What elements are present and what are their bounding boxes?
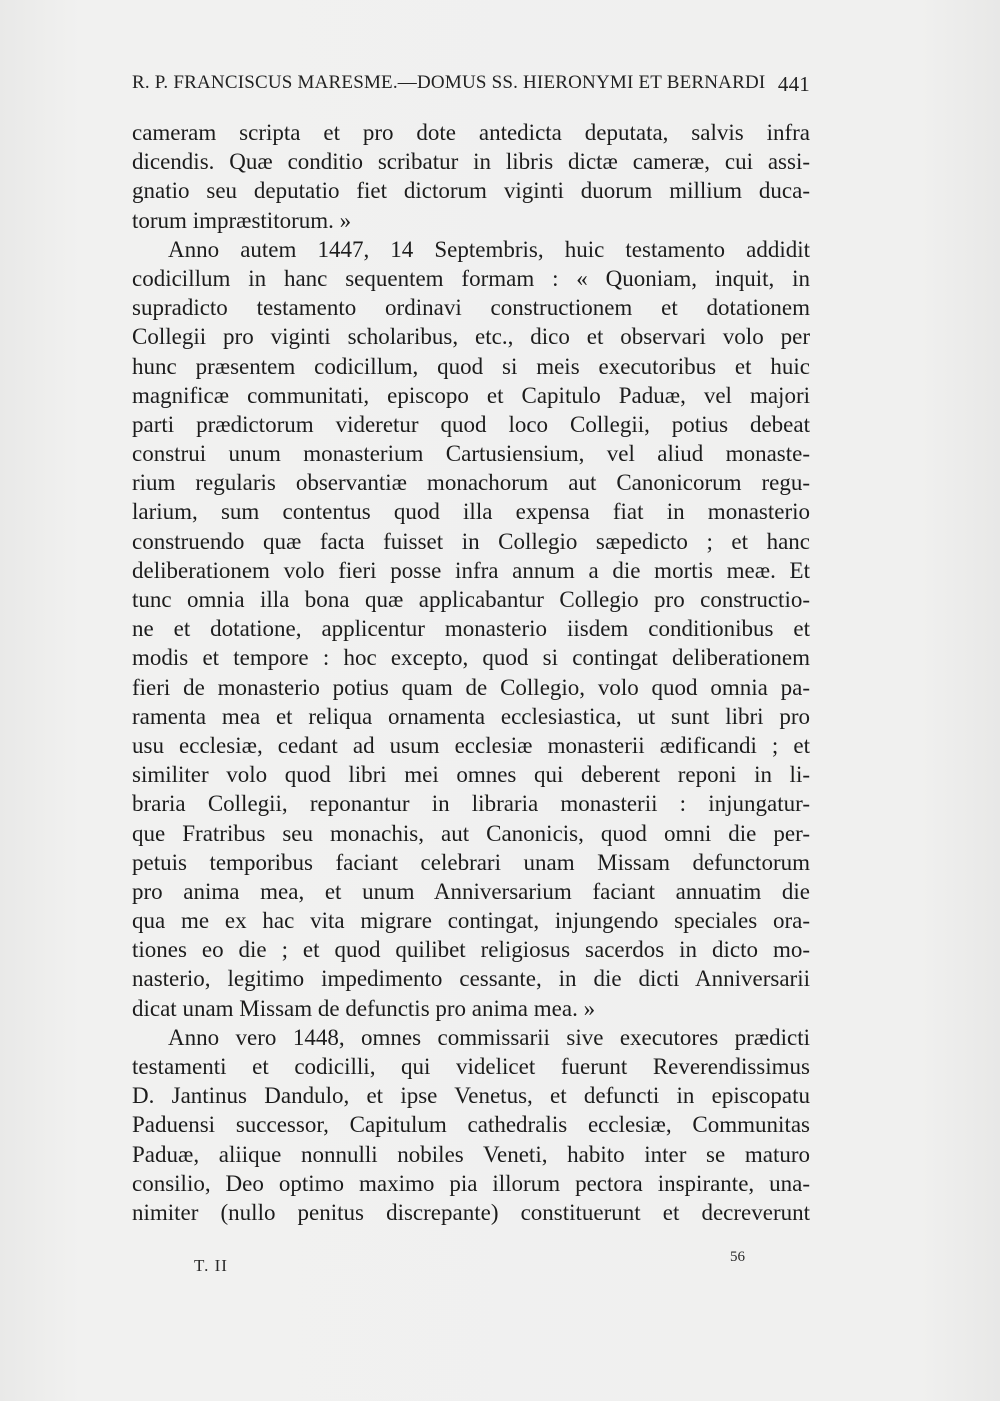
text-line: ramenta mea et reliqua ornamenta ecclesiastica, ut sunt libri pro xyxy=(132,703,810,729)
page-number: 441 xyxy=(777,72,810,96)
text-line: larium, sum contentus quod illa expensa fiat in monasterio xyxy=(132,499,810,525)
text-line: dicat unam Missam de defunctis pro anima mea. » xyxy=(132,995,596,1021)
text-line: cameram scripta et pro dote antedicta deputata, salvis infra xyxy=(132,120,810,145)
text-line: parti prædictorum videretur quod loco Collegii, potius debeat xyxy=(132,411,810,437)
text-line: tunc omnia illa bona quæ applicabantur Collegio pro constructio- xyxy=(132,587,810,612)
text-line: Anno autem 1447, 14 Septembris, huic testamento addidit xyxy=(168,236,810,262)
text-line: construendo quæ facta fuisset in Collegio sæpedicto ; et hanc xyxy=(132,528,810,554)
text-line: qua me ex hac vita migrare contingat, injungendo speciales ora- xyxy=(132,908,810,934)
text-line: torum impræstitorum. » xyxy=(132,207,352,233)
text-line: rium regularis observantiæ monachorum aut Canonicorum regu- xyxy=(132,470,810,496)
running-head xyxy=(132,72,812,94)
text-line: deliberationem volo fieri posse infra annum a die mortis meæ. Et xyxy=(132,557,810,583)
text-line: Paduensi successor, Capitulum cathedralis ecclesiæ, Communitas xyxy=(132,1112,810,1138)
text-line: nasterio, legitimo impedimento cessante, in die dicti Anniversarii xyxy=(132,966,810,992)
text-line: dicendis. Quæ conditio scribatur in libris dictæ cameræ, cui assi- xyxy=(132,149,810,175)
sheet-number: 56 xyxy=(730,1249,745,1265)
text-line: codicillum in hanc sequentem formam : « Quoniam, inquit, in xyxy=(132,265,810,291)
body-text xyxy=(132,118,810,1227)
text-line: que Fratribus seu monachis, aut Canonicis, quod omni die per- xyxy=(132,820,810,846)
text-line: modis et tempore : hoc excepto, quod si contingat deliberationem xyxy=(132,645,810,671)
text-line: similiter volo quod libri mei omnes qui deberent reponi in li- xyxy=(132,762,810,788)
text-line: Anno vero 1448, omnes commissarii sive executores prædicti xyxy=(168,1024,810,1050)
text-line: fieri de monasterio potius quam de Collegio, volo quod omnia pa- xyxy=(132,674,810,700)
text-line: supradicto testamento ordinavi constructionem et dotationem xyxy=(132,295,810,321)
signature-mark: T. II xyxy=(194,1256,228,1275)
text-line: Paduæ, aliique nonnulli nobiles Veneti, habito inter se maturo xyxy=(132,1141,810,1167)
text-line: construi unum monasterium Cartusiensium, vel aliud monaste- xyxy=(132,441,810,467)
text-line: hunc præsentem codicillum, quod si meis executoribus et huic xyxy=(132,353,810,379)
text-line: magnificæ communitati, episcopo et Capitulo Paduæ, vel majori xyxy=(132,382,810,408)
text-line: pro anima mea, et unum Anniversarium faciant annuatim die xyxy=(132,878,810,904)
text-line: Collegii pro viginti scholaribus, etc., dico et observari volo per xyxy=(132,324,810,350)
text-line: petuis temporibus faciant celebrari unam Missam defunctorum xyxy=(132,849,810,875)
text-line: gnatio seu deputatio fiet dictorum viginti duorum millium duca- xyxy=(132,178,810,204)
text-line: braria Collegii, reponantur in libraria monasterii : injungatur- xyxy=(132,791,810,817)
text-line: tiones eo die ; et quod quilibet religiosus sacerdos in dicto mo- xyxy=(132,937,810,963)
text-line: usu ecclesiæ, cedant ad usum ecclesiæ monasterii ædificandi ; et xyxy=(132,732,810,758)
text-line: nimiter (nullo penitus discrepante) constituerunt et decreverunt xyxy=(132,1199,810,1225)
text-line: ne et dotatione, applicentur monasterio iisdem conditionibus et xyxy=(132,616,810,642)
running-head-title: R. P. FRANCISCUS MARESME.—DOMUS SS. HIERONYMI ET BERNARDI xyxy=(132,72,766,93)
text-line: D. Jantinus Dandulo, et ipse Venetus, et defuncti in episcopatu xyxy=(132,1083,810,1109)
text-line: consilio, Deo optimo maximo pia illorum pectora inspirante, una- xyxy=(132,1170,810,1196)
text-line: testamenti et codicilli, qui videlicet fuerunt Reverendissimus xyxy=(132,1054,810,1079)
